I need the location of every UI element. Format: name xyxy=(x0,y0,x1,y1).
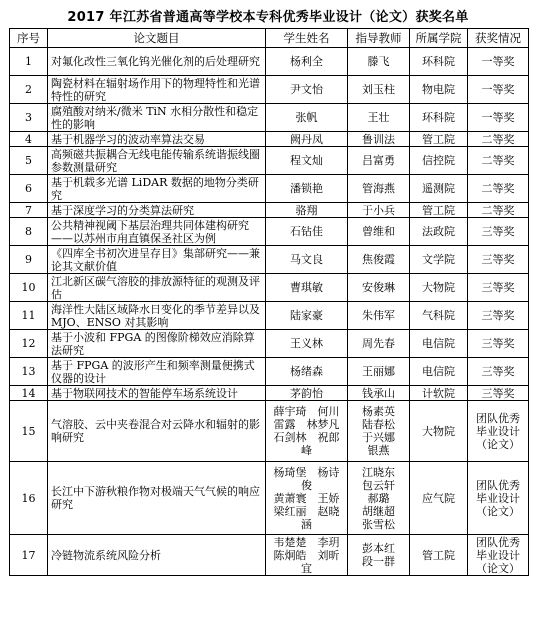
row-college: 物电院 xyxy=(410,76,468,104)
row-number: 10 xyxy=(10,274,48,302)
table-body xyxy=(10,48,529,576)
table-row xyxy=(10,302,529,330)
table-row xyxy=(10,330,529,358)
row-student: 程文灿 xyxy=(266,147,348,175)
row-award: 三等奖 xyxy=(468,330,529,358)
table-row xyxy=(10,401,529,462)
row-title: 长江中下游秋粮作物对极端天气气候的响应研究 xyxy=(48,462,266,535)
row-award: 团队优秀 毕业设计 （论文） xyxy=(468,535,529,576)
row-teacher: 管海燕 xyxy=(348,175,410,203)
table-row xyxy=(10,132,529,147)
header-college: 所属学院 xyxy=(410,29,468,48)
row-award: 一等奖 xyxy=(468,104,529,132)
row-number: 7 xyxy=(10,203,48,218)
table-row xyxy=(10,76,529,104)
row-student: 骆翔 xyxy=(266,203,348,218)
row-award: 一等奖 xyxy=(468,76,529,104)
row-college: 环科院 xyxy=(410,48,468,76)
row-student: 曹琪敏 xyxy=(266,274,348,302)
table-row xyxy=(10,274,529,302)
row-award: 团队优秀 毕业设计 （论文） xyxy=(468,462,529,535)
row-teacher: 刘玉柱 xyxy=(348,76,410,104)
row-number: 11 xyxy=(10,302,48,330)
row-teacher: 周先春 xyxy=(348,330,410,358)
row-student: 韦楚楚 李玥 陈炯皓 刘昕宜 xyxy=(266,535,348,576)
row-title: 冷链物流系统风险分析 xyxy=(48,535,266,576)
row-teacher: 杨素英 陆春松 于兴娜 银燕 xyxy=(348,401,410,462)
row-student: 杨利全 xyxy=(266,48,348,76)
row-award: 三等奖 xyxy=(468,218,529,246)
table-row xyxy=(10,246,529,274)
row-number: 14 xyxy=(10,386,48,401)
row-title: 基于 FPGA 的波形产生和频率测量便携式仪器的设计 xyxy=(48,358,266,386)
row-teacher: 吕富勇 xyxy=(348,147,410,175)
row-student: 薛宇琦 何川 雷露 林梦凡 石剑林 祝郎峰 xyxy=(266,401,348,462)
row-number: 1 xyxy=(10,48,48,76)
row-award: 一等奖 xyxy=(468,48,529,76)
row-title: 基于深度学习的分类算法研究 xyxy=(48,203,266,218)
row-number: 16 xyxy=(10,462,48,535)
award-table xyxy=(9,28,529,576)
row-teacher: 于小兵 xyxy=(348,203,410,218)
table-row xyxy=(10,218,529,246)
row-college: 管工院 xyxy=(410,203,468,218)
row-college: 管工院 xyxy=(410,535,468,576)
row-award: 三等奖 xyxy=(468,274,529,302)
row-teacher: 鲁训法 xyxy=(348,132,410,147)
table-row xyxy=(10,48,529,76)
table-row xyxy=(10,175,529,203)
row-student: 杨琦堡 杨诗俊 黄萧寰 王娇 梁红丽 赵晓涵 xyxy=(266,462,348,535)
row-teacher: 朱伟军 xyxy=(348,302,410,330)
row-number: 6 xyxy=(10,175,48,203)
table-row xyxy=(10,147,529,175)
row-student: 杨绪森 xyxy=(266,358,348,386)
row-college: 应气院 xyxy=(410,462,468,535)
row-number: 15 xyxy=(10,401,48,462)
row-title: 基于物联网技术的智能停车场系统设计 xyxy=(48,386,266,401)
row-college: 管工院 xyxy=(410,132,468,147)
row-student: 茅韵怡 xyxy=(266,386,348,401)
row-student: 马文良 xyxy=(266,246,348,274)
table-row xyxy=(10,358,529,386)
header-student: 学生姓名 xyxy=(266,29,348,48)
row-award: 团队优秀 毕业设计 （论文） xyxy=(468,401,529,462)
row-teacher: 彭本红 段一群 xyxy=(348,535,410,576)
header-row xyxy=(10,29,529,48)
row-college: 气科院 xyxy=(410,302,468,330)
row-student: 张帆 xyxy=(266,104,348,132)
row-teacher: 王丽娜 xyxy=(348,358,410,386)
header-award: 获奖情况 xyxy=(468,29,529,48)
row-award: 二等奖 xyxy=(468,203,529,218)
row-student: 王义林 xyxy=(266,330,348,358)
row-title: 基于小波和 FPGA 的图像阶梯效应消除算法研究 xyxy=(48,330,266,358)
row-award: 二等奖 xyxy=(468,132,529,147)
row-title: 对氟化改性三氧化钨光催化剂的后处理研究 xyxy=(48,48,266,76)
row-college: 文学院 xyxy=(410,246,468,274)
row-title: 基于机器学习的波动率算法交易 xyxy=(48,132,266,147)
row-student: 陆家豪 xyxy=(266,302,348,330)
row-college: 电信院 xyxy=(410,358,468,386)
row-student: 石钻佳 xyxy=(266,218,348,246)
document-title: 2017 年江苏省普通高等学校本专科优秀毕业设计（论文）获奖名单 xyxy=(67,10,469,25)
row-student: 潘锁艳 xyxy=(266,175,348,203)
row-award: 二等奖 xyxy=(468,147,529,175)
row-number: 8 xyxy=(10,218,48,246)
row-college: 遥测院 xyxy=(410,175,468,203)
row-title: 基于机载多光谱 LiDAR 数据的地物分类研究 xyxy=(48,175,266,203)
row-student: 阙丹凤 xyxy=(266,132,348,147)
row-award: 三等奖 xyxy=(468,358,529,386)
table-row xyxy=(10,535,529,576)
header-teacher: 指导教师 xyxy=(348,29,410,48)
row-college: 信控院 xyxy=(410,147,468,175)
row-award: 三等奖 xyxy=(468,246,529,274)
table-row xyxy=(10,104,529,132)
row-number: 12 xyxy=(10,330,48,358)
row-college: 计软院 xyxy=(410,386,468,401)
row-teacher: 钱承山 xyxy=(348,386,410,401)
row-award: 三等奖 xyxy=(468,302,529,330)
row-number: 4 xyxy=(10,132,48,147)
row-teacher: 曾维和 xyxy=(348,218,410,246)
table-row xyxy=(10,386,529,401)
row-title: 高频磁共振耦合无线电能传输系统谐振线圈参数测量研究 xyxy=(48,147,266,175)
row-title: 公共精神视阈下基层治理共同体建构研究——以苏州市甪直镇保圣社区为例 xyxy=(48,218,266,246)
row-college: 法政院 xyxy=(410,218,468,246)
row-award: 二等奖 xyxy=(468,175,529,203)
row-number: 13 xyxy=(10,358,48,386)
table-row xyxy=(10,203,529,218)
row-number: 2 xyxy=(10,76,48,104)
row-award: 三等奖 xyxy=(468,386,529,401)
row-number: 17 xyxy=(10,535,48,576)
row-teacher: 王壮 xyxy=(348,104,410,132)
row-title: 腐殖酸对纳米/微米 TiN 水相分散性和稳定性的影响 xyxy=(48,104,266,132)
row-title: 海洋性大陆区域降水日变化的季节差异以及 MJO、ENSO 对其影响 xyxy=(48,302,266,330)
row-college: 大物院 xyxy=(410,274,468,302)
row-title: 陶瓷材料在辐射场作用下的物理特性和光谱特性的研究 xyxy=(48,76,266,104)
header-no: 序号 xyxy=(10,29,48,48)
row-teacher: 焦俊霞 xyxy=(348,246,410,274)
row-college: 大物院 xyxy=(410,401,468,462)
row-title: 江北新区碳气溶胶的排放源特征的观测及评估 xyxy=(48,274,266,302)
row-title: 气溶胶、云中夹卷混合对云降水和辐射的影响研究 xyxy=(48,401,266,462)
row-teacher: 江晓东 包云轩 郝璐 胡继超 张雪松 xyxy=(348,462,410,535)
row-teacher: 安俊琳 xyxy=(348,274,410,302)
row-college: 电信院 xyxy=(410,330,468,358)
row-teacher: 滕飞 xyxy=(348,48,410,76)
table-row xyxy=(10,462,529,535)
row-college: 环科院 xyxy=(410,104,468,132)
header-title: 论文题目 xyxy=(48,29,266,48)
row-number: 9 xyxy=(10,246,48,274)
row-number: 5 xyxy=(10,147,48,175)
row-student: 尹文怡 xyxy=(266,76,348,104)
row-number: 3 xyxy=(10,104,48,132)
row-title: 《四库全书初次进呈存目》集部研究——兼论其文献价值 xyxy=(48,246,266,274)
